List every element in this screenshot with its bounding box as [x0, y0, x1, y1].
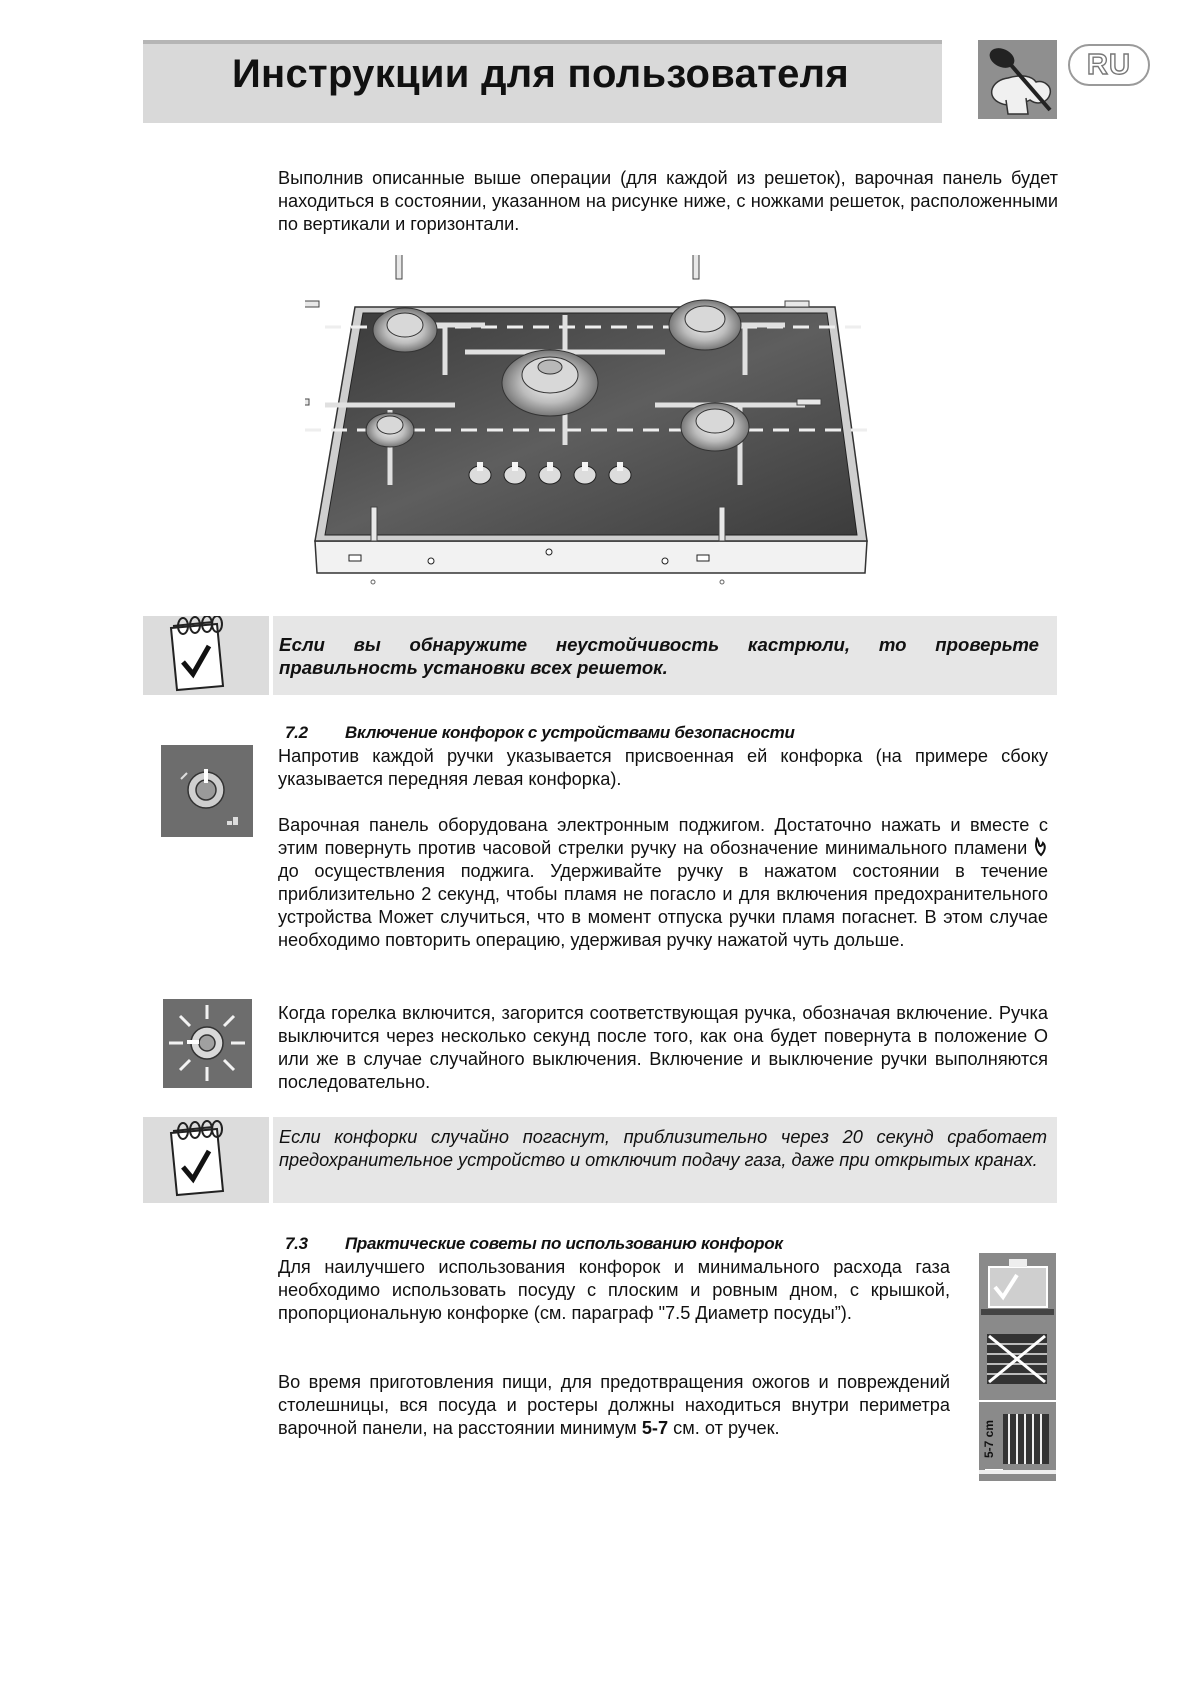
distance-pictogram: [979, 1402, 1056, 1481]
flat-pan-pictogram: [979, 1253, 1056, 1321]
section-heading-7-3: [285, 1234, 985, 1254]
knob-icon: [161, 745, 253, 837]
section-number: 7.3: [285, 1234, 308, 1253]
cookware-text-start: Во время приготовления пищи, для предотвращения ожогов и повреждений столешницы, вся посуда и ростеры должны находиться внутри периметра варочной панели, на расстоянии минимум: [278, 1372, 950, 1438]
ignition-text-end: до осуществления поджига. Удерживайте ручку в нажатом состоянии в течение приблизительно 2 секунд, чтобы пламя не погасло и для включения предохранительного устройства Может случиться, что в момент отпуска ручки пламя погаснет. В этом случае необходимо повторить операцию, удерживая ручку нажатой чуть дольше.: [278, 861, 1048, 950]
section72-paragraph-2: [278, 814, 1048, 952]
section72-paragraph-3: Когда горелка включится, загорится соответствующая ручка, обозначая включение. Ручка выключится через несколько секунд после того, как она будет повернута в положение O или же в случае случайного выключения. Включение и выключение ручки выполняются последовательно.: [278, 1003, 1048, 1092]
section73-paragraph-2: [278, 1371, 950, 1440]
no-oversize-pictogram: [979, 1320, 1056, 1400]
section73-paragraph-1: Для наилучшего использования конфорок и минимального расхода газа необходимо использовать посуду с плоским и ровным дном, с крышкой, пропорциональную конфорке (см. параграф "7.5 Диаметр посуды”).: [278, 1257, 950, 1323]
notepad-check-icon: [143, 616, 269, 695]
note-icon-box-2: [143, 1117, 269, 1203]
section-number: 7.2: [285, 723, 308, 742]
hob-illustration: [305, 255, 875, 595]
lit-knob-icon: [163, 999, 252, 1088]
section-title: Практические советы по использованию конфорок: [345, 1234, 783, 1253]
chef-logo: [978, 40, 1057, 119]
notepad-check-icon: [143, 1117, 269, 1203]
section72-paragraph-1: Напротив каждой ручки указывается присвоенная ей конфорка (на примере сбоку указывается передняя левая конфорка).: [278, 746, 1048, 789]
crossed-pan-icon: [979, 1320, 1056, 1400]
section-title: Включение конфорок с устройствами безопасности: [345, 723, 795, 742]
min-flame-icon: [1034, 837, 1048, 857]
chef-spoon-icon: [978, 40, 1057, 119]
gas-hob-diagram: [305, 255, 875, 595]
language-badge: RU: [1068, 44, 1150, 86]
knob-illustration: [161, 745, 253, 837]
note-text-safety: Если конфорки случайно погаснут, приблизительно через 20 секунд сработает предохранительное устройство и отключит подачу газа, даже при открытых кранах.: [279, 1127, 1047, 1170]
pan-check-icon: [979, 1253, 1056, 1321]
distance-value: 5-7: [641, 1418, 669, 1438]
lit-knob-illustration: [163, 999, 252, 1088]
note-text-stability: Если вы обнаружите неустойчивость кастрюли, то проверьте правильность установки всех решеток.: [279, 634, 1039, 678]
note-icon-box: [143, 616, 269, 695]
distance-label: 5-7 cm: [982, 1419, 996, 1459]
ignition-text-start: Варочная панель оборудована электронным поджигом. Достаточно нажать и вместе с этим повернуть против часовой стрелки ручку на обозначение минимального пламени: [278, 815, 1048, 858]
cookware-text-end: см. от ручек.: [673, 1418, 780, 1438]
page-title: Инструкции для пользователя: [232, 52, 849, 96]
intro-paragraph: Выполнив описанные выше операции (для каждой из решеток), варочная панель будет находиться в состоянии, указанном на рисунке ниже, с ножками решеток, расположенными по вертикали и горизонтали.: [278, 168, 1058, 234]
section-heading-7-2: [285, 723, 985, 743]
